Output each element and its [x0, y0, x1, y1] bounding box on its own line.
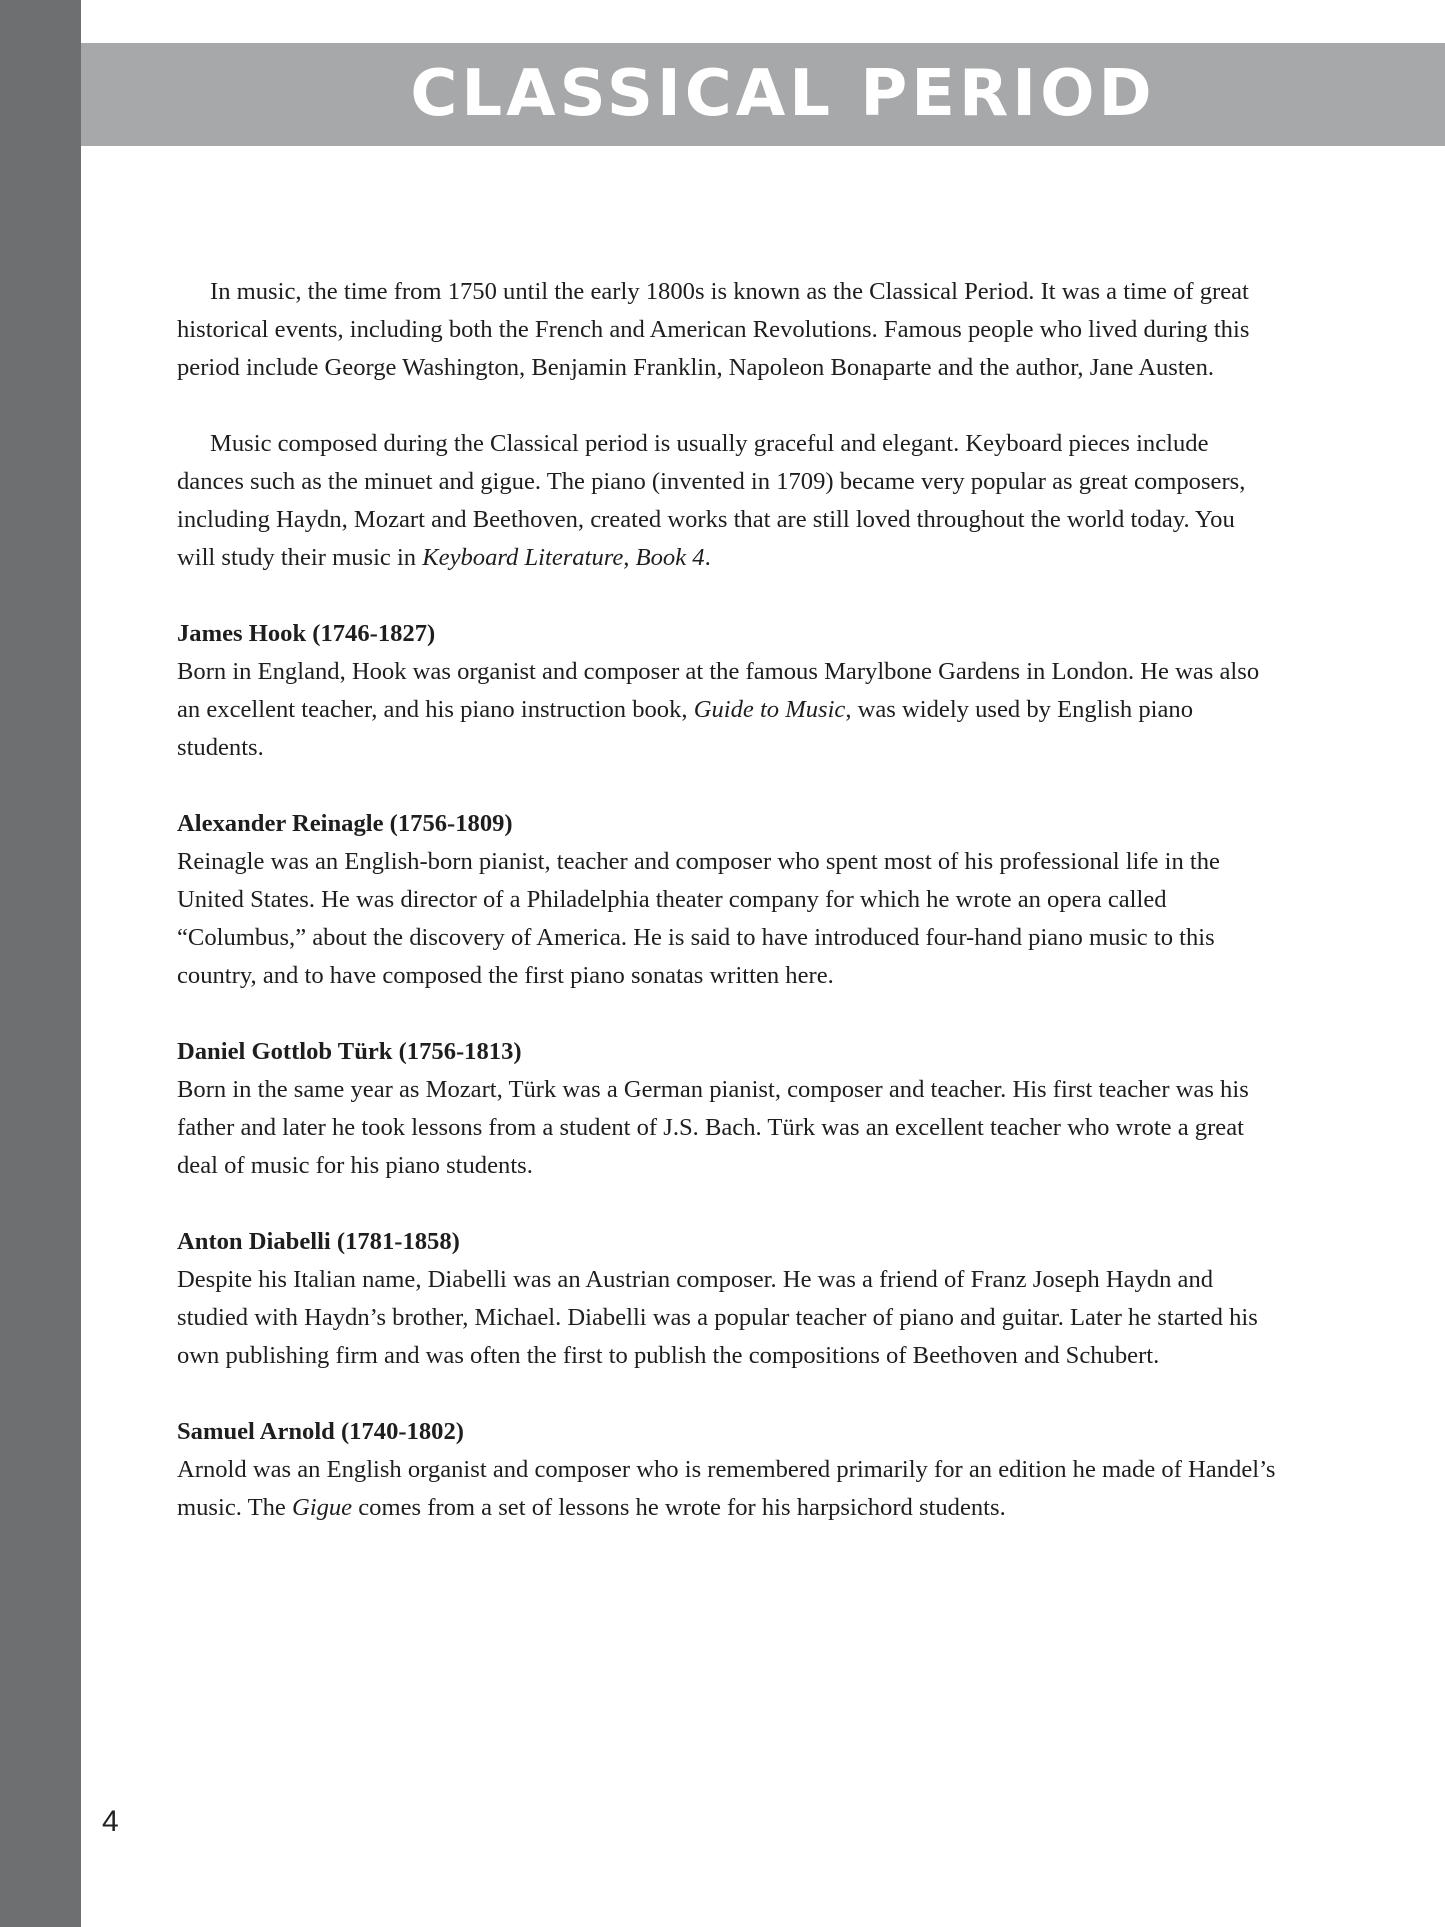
bio-text: Arnold was an English organist and composer who is remembered primarily for an edition he made of Handel’s music. The	[177, 1456, 1276, 1521]
paragraph-spacer	[177, 387, 1277, 425]
composer-name: Daniel Gottlob Türk (1756-1813)	[177, 1038, 522, 1065]
composer-name: Anton Diabelli (1781-1858)	[177, 1228, 460, 1255]
book-title: Keyboard Literature, Book 4	[422, 544, 705, 571]
intro-paragraph	[177, 425, 1277, 577]
page-title: CLASSICAL PERIOD	[410, 57, 1156, 131]
composer-name: Samuel Arnold (1740-1802)	[177, 1418, 464, 1445]
composer-name: James Hook (1746-1827)	[177, 620, 436, 647]
page-number: 4	[102, 1805, 119, 1838]
piece-title: Gigue	[291, 1494, 353, 1521]
composer-entry-hook	[177, 615, 1277, 767]
composer-bio	[177, 653, 1277, 767]
composer-entry-diabelli	[177, 1223, 1277, 1375]
composer-bio: Born in the same year as Mozart, Türk was a German pianist, composer and teacher. His first teacher was his father and later he took lessons from a student of J.S. Bach. Türk was an excellent teacher who wrote a great deal of music for his piano students.	[177, 1076, 1249, 1179]
paragraph-end: .	[704, 544, 711, 571]
paragraph-spacer	[177, 1185, 1277, 1223]
paragraph-spacer	[177, 577, 1277, 615]
composer-entry-arnold	[177, 1413, 1277, 1527]
book-title: Guide to Music	[693, 696, 846, 723]
paragraph-spacer	[177, 995, 1277, 1033]
bio-text: Born in England, Hook was organist and composer at the famous Marylbone Gardens in London. He was also an excellent teacher, and his piano instruction book,	[177, 658, 1260, 723]
composer-entry-reinagle	[177, 805, 1277, 995]
paragraph-spacer	[177, 1375, 1277, 1413]
composer-entry-turk	[177, 1033, 1277, 1185]
composer-name: Alexander Reinagle (1756-1809)	[177, 810, 513, 837]
article-body	[177, 273, 1277, 1527]
bio-text: comes from a set of lessons he wrote for his harpsichord students.	[352, 1494, 1006, 1521]
composer-bio	[177, 1451, 1277, 1527]
paragraph-text: Music composed during the Classical period is usually graceful and elegant. Keyboard pieces include dances such as the minuet and gigue. The piano (invented in 1709) became very popular as great composers, including Haydn, Mozart and Beethoven, created works that are still loved throughout the world today. You will study their music in	[177, 430, 1246, 571]
header-band	[81, 43, 1445, 146]
composer-bio: Reinagle was an English-born pianist, teacher and composer who spent most of his professional life in the United States. He was director of a Philadelphia theater company for which he wrote an opera called “Columbus,” about the discovery of America. He is said to have introduced four-hand piano music to this country, and to have composed the first piano sonatas written here.	[177, 848, 1220, 989]
intro-paragraph: In music, the time from 1750 until the early 1800s is known as the Classical Period. It was a time of great historical events, including both the French and American Revolutions. Famous people who lived during this period include George Washington, Benjamin Franklin, Napoleon Bonaparte and the author, Jane Austen.	[177, 278, 1250, 381]
paragraph-spacer	[177, 767, 1277, 805]
side-bar	[0, 0, 81, 1927]
bio-text: , was widely used by English piano students.	[177, 696, 1194, 761]
composer-bio: Despite his Italian name, Diabelli was an Austrian composer. He was a friend of Franz Joseph Haydn and studied with Haydn’s brother, Michael. Diabelli was a popular teacher of piano and guitar. Later he started his own publishing firm and was often the first to publish the compositions of Beethoven and Schubert.	[177, 1266, 1258, 1369]
